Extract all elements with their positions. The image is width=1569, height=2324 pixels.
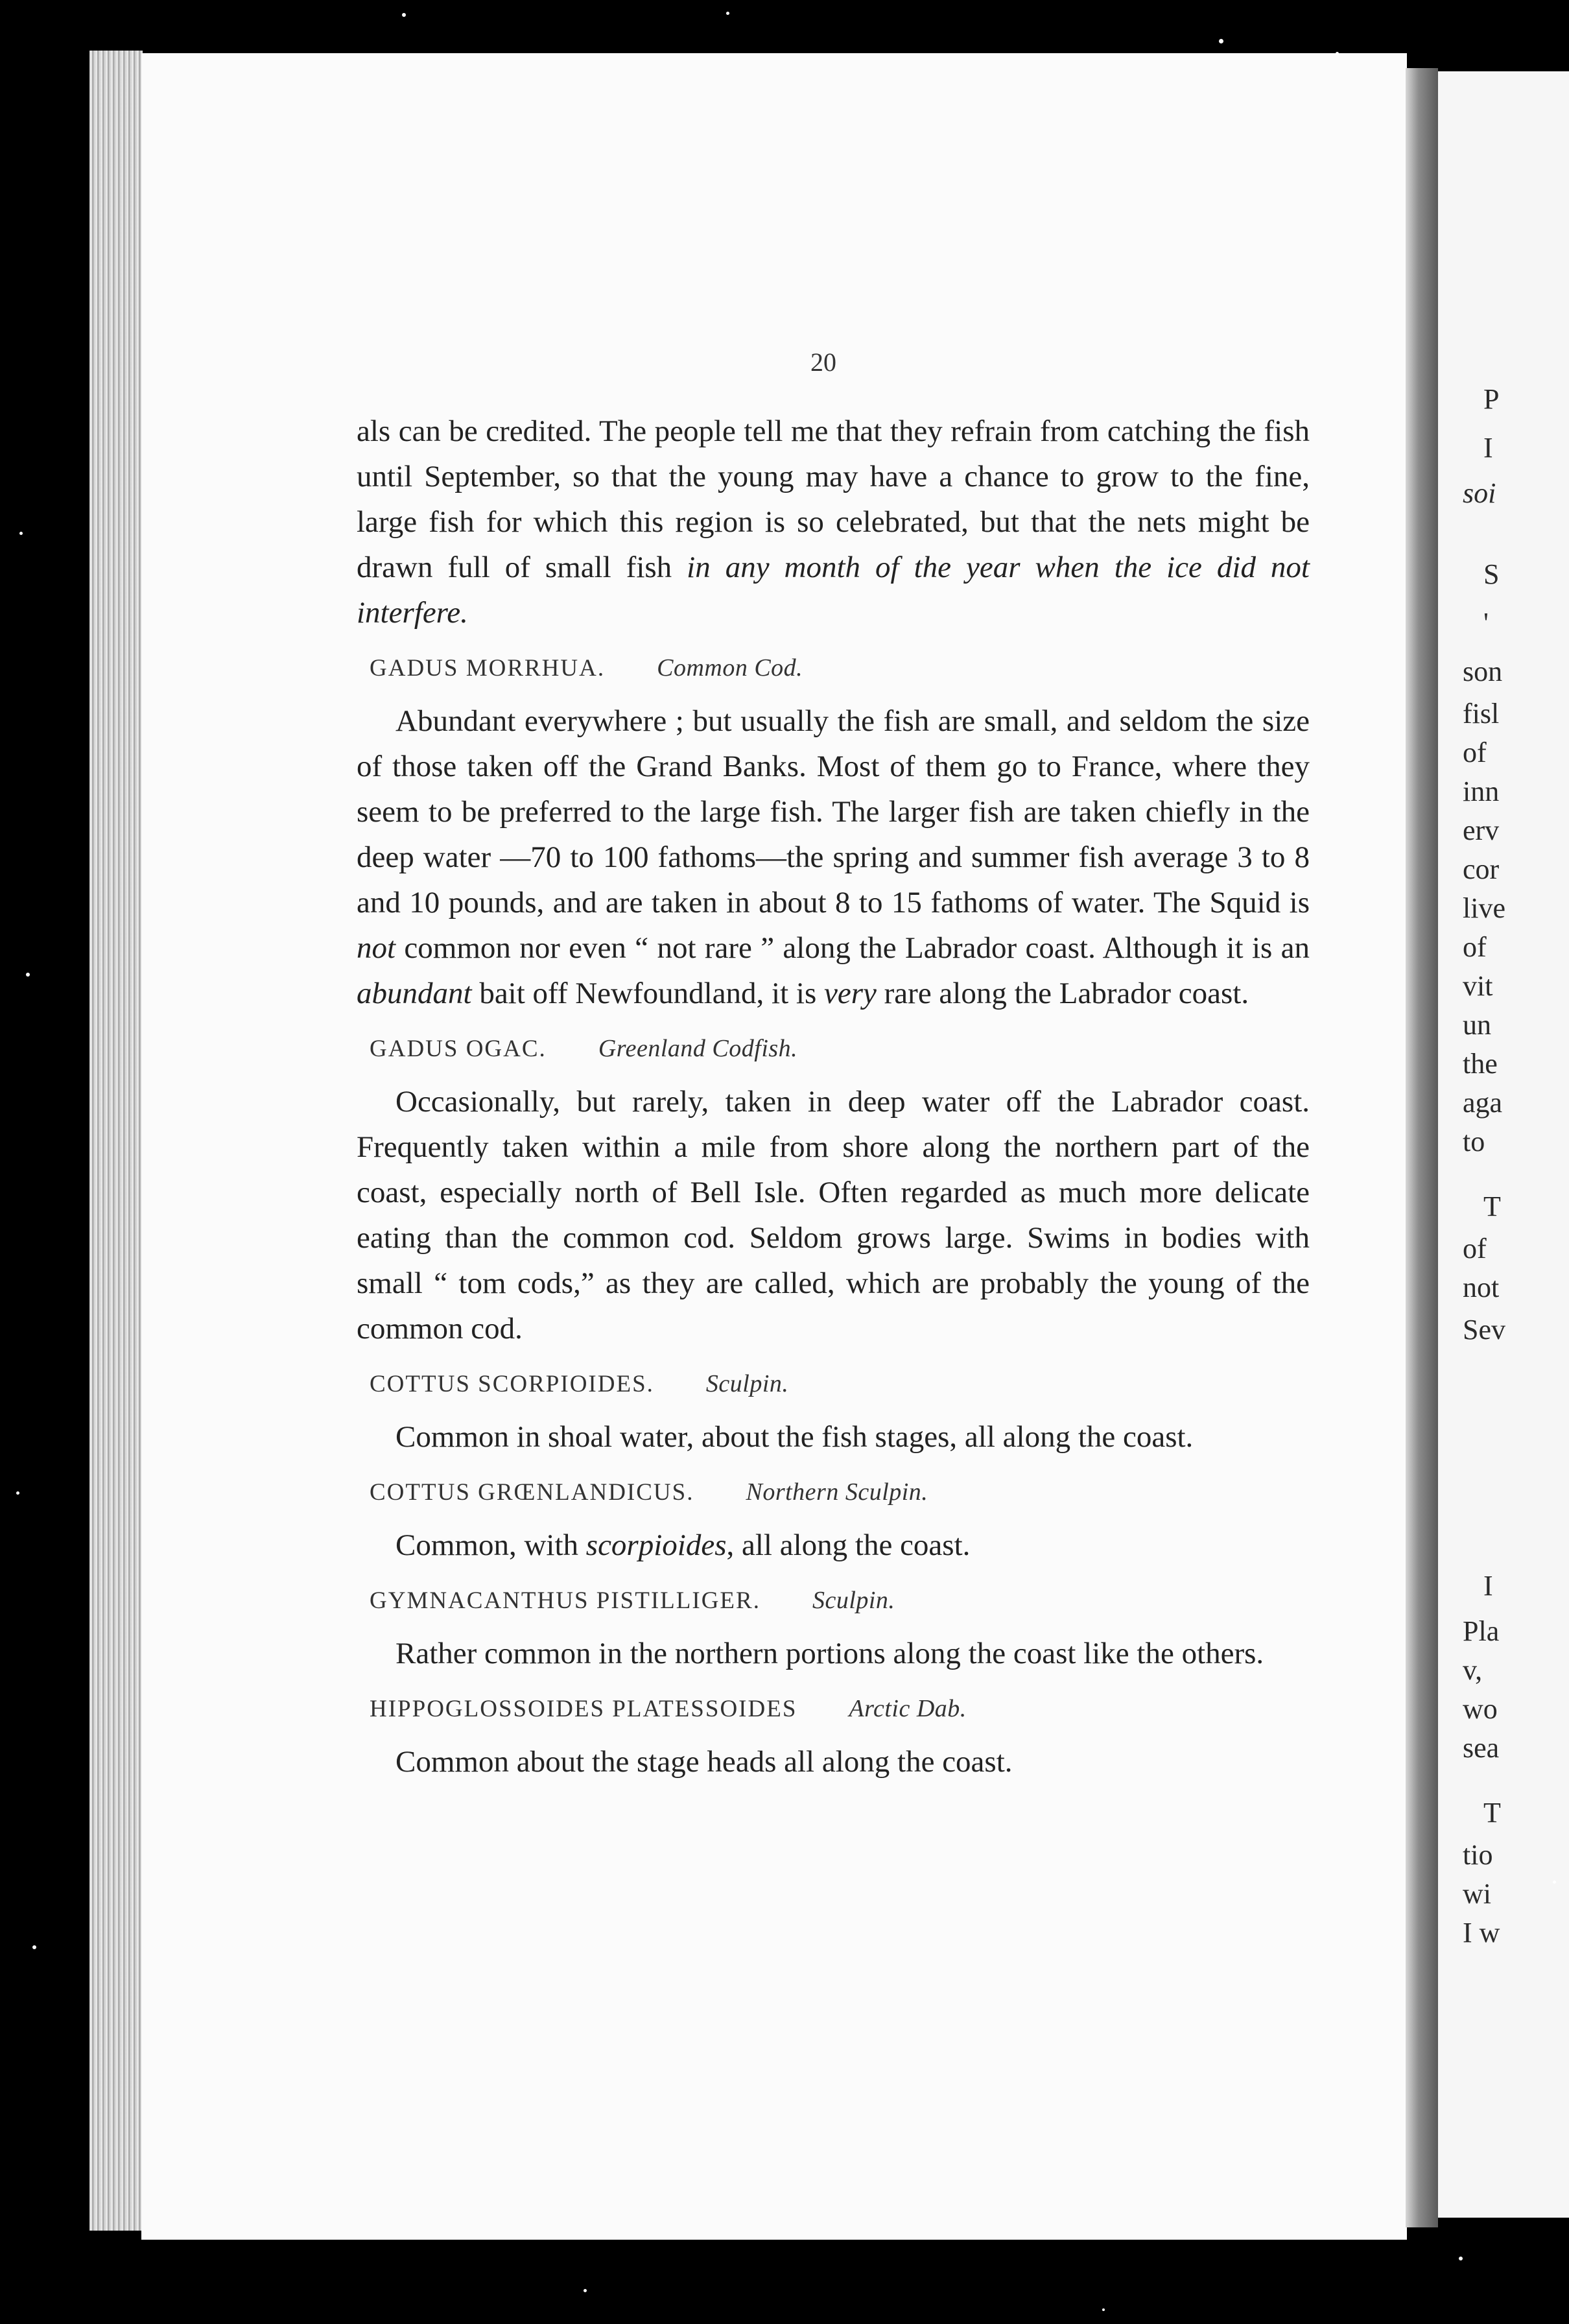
scan-speck [1336, 52, 1339, 55]
species-latin-name: COTTUS SCORPIOIDES. [370, 1371, 654, 1397]
adjacent-page-text: I [1483, 432, 1493, 464]
species-latin-name: GADUS OGAC. [370, 1036, 547, 1062]
description-italic-text: very [824, 977, 877, 1010]
description-text: Common about the stage heads all along the coast. [395, 1745, 1013, 1779]
adjacent-page-text: inn [1463, 776, 1500, 807]
description-text: common nor even “ not rare ” along the Labrador coast. Although it is an [395, 931, 1310, 965]
adjacent-page-text: of [1463, 737, 1487, 768]
species-latin-name: GADUS MORRHUA. [370, 655, 606, 682]
adjacent-page-text: not [1463, 1272, 1500, 1303]
adjacent-page-text: son [1463, 656, 1503, 687]
scan-speck [402, 13, 406, 17]
species-common-name: Sculpin. [812, 1587, 895, 1614]
species-description [357, 1414, 1310, 1460]
species-common-name: Arctic Dab. [849, 1695, 967, 1722]
adjacent-page-text: cor [1463, 853, 1500, 885]
species-latin-name: GYMNACANTHUS PISTILLIGER. [370, 1587, 761, 1614]
species-heading [370, 650, 1310, 687]
page-body [357, 409, 1310, 1784]
intro-paragraph [357, 409, 1310, 635]
species-common-name: Greenland Codfish. [598, 1035, 798, 1062]
adjacent-page-text: soi [1463, 477, 1496, 509]
species-heading [370, 1582, 1310, 1619]
species-description [357, 698, 1310, 1016]
adjacent-page-text: ' [1483, 607, 1489, 639]
adjacent-page-text: I [1483, 1570, 1493, 1602]
adjacent-page-text: T [1483, 1797, 1501, 1829]
description-text: , all along the coast. [726, 1528, 971, 1562]
description-italic-text: scorpioides [585, 1528, 727, 1562]
adjacent-page-text: erv [1463, 814, 1500, 846]
scan-speck [1102, 2308, 1105, 2311]
adjacent-page-text: S [1483, 558, 1500, 590]
species-common-name: Sculpin. [705, 1370, 789, 1397]
species-heading [370, 1366, 1310, 1403]
adjacent-page-text: live [1463, 892, 1505, 924]
adjacent-page-text: P [1483, 383, 1500, 415]
scan-speck [26, 973, 30, 977]
adjacent-page-text: sea [1463, 1732, 1500, 1764]
species-heading [370, 1030, 1310, 1067]
description-italic-text: not [357, 931, 396, 965]
scan-speck [19, 532, 23, 535]
adjacent-page-text: I w [1463, 1917, 1500, 1949]
species-heading [370, 1474, 1310, 1511]
page-edge-stack [89, 51, 143, 2231]
description-text: Common, with [395, 1528, 586, 1562]
species-description [357, 1523, 1310, 1568]
species-heading [370, 1690, 1310, 1727]
page-number: 20 [810, 348, 836, 377]
species-common-name: Northern Sculpin. [746, 1478, 928, 1506]
intro-italic-text: in any month of the year when the ice did not interfere. [357, 551, 1310, 630]
species-description [357, 1739, 1310, 1784]
description-italic-text: abundant [357, 977, 472, 1010]
adjacent-page-text: the [1463, 1048, 1498, 1080]
intro-text: als can be credited. The people tell me that they refrain from catching the fish until September, so that the young may have a chance to grow to the fine, large fish for which this region is so celebrated, but that the nets might be drawn full of small fish [357, 414, 1310, 584]
description-text: rare along the Labrador coast. [876, 977, 1249, 1010]
scan-speck [1459, 2257, 1463, 2260]
species-latin-name: HIPPOGLOSSOIDES PLATESSOIDES [370, 1696, 797, 1722]
adjacent-page-text: of [1463, 1233, 1487, 1264]
species-latin-name: COTTUS GRŒNLANDICUS. [370, 1479, 694, 1506]
species-description [357, 1079, 1310, 1351]
adjacent-page [1438, 71, 1569, 2218]
adjacent-page-text: to [1463, 1126, 1485, 1157]
description-text: Occasionally, but rarely, taken in deep water off the Labrador coast. Frequently taken within a mile from shore along the northern part of the coast, especially north of Bell Isle. Often regarded as much more delicate eating than the common cod. Seldom grows large. Swims in bodies with small “ tom cods,” as they are called, which are probably the young of the common cod. [357, 1085, 1310, 1346]
description-text: Rather common in the northern portions along the coast like the others. [395, 1637, 1264, 1670]
adjacent-page-text: Sev [1463, 1314, 1505, 1346]
scan-speck [1219, 39, 1223, 43]
adjacent-page-text: wo [1463, 1693, 1498, 1725]
adjacent-page-text: of [1463, 931, 1487, 963]
gutter-shadow [1406, 68, 1438, 2227]
adjacent-page-text: Pla [1463, 1615, 1500, 1647]
description-text: Common in shoal water, about the fish stages, all along the coast. [395, 1420, 1194, 1454]
species-entries [357, 650, 1310, 1784]
scan-speck [16, 1491, 19, 1495]
scan-speck [726, 12, 729, 15]
adjacent-page-text: tio [1463, 1839, 1493, 1871]
adjacent-page-text: T [1483, 1191, 1501, 1222]
adjacent-page-text: fisl [1463, 698, 1500, 729]
species-description [357, 1631, 1310, 1676]
description-text: bait off Newfoundland, it is [471, 977, 825, 1010]
adjacent-page-text: wi [1463, 1878, 1491, 1910]
adjacent-page-text: vit [1463, 970, 1493, 1002]
scan-speck [584, 2289, 587, 2292]
description-text: Abundant everywhere ; but usually the fish are small, and seldom the size of those taken off the Grand Banks. Most of them go to France, where they seem to be preferred to the large fish. The larger fish are taken chiefly in the deep water —70 to 100 fathoms—the spring and summer fish average 3 to 8 and 10 pounds, and are taken in about 8 to 15 fathoms of water. The Squid is [357, 704, 1310, 919]
scan-speck [1553, 1880, 1556, 1884]
adjacent-page-text: aga [1463, 1087, 1503, 1119]
adjacent-page-text: v, [1463, 1654, 1483, 1686]
scan-speck [32, 1945, 36, 1949]
species-common-name: Common Cod. [657, 654, 803, 682]
adjacent-page-text: un [1463, 1009, 1491, 1041]
